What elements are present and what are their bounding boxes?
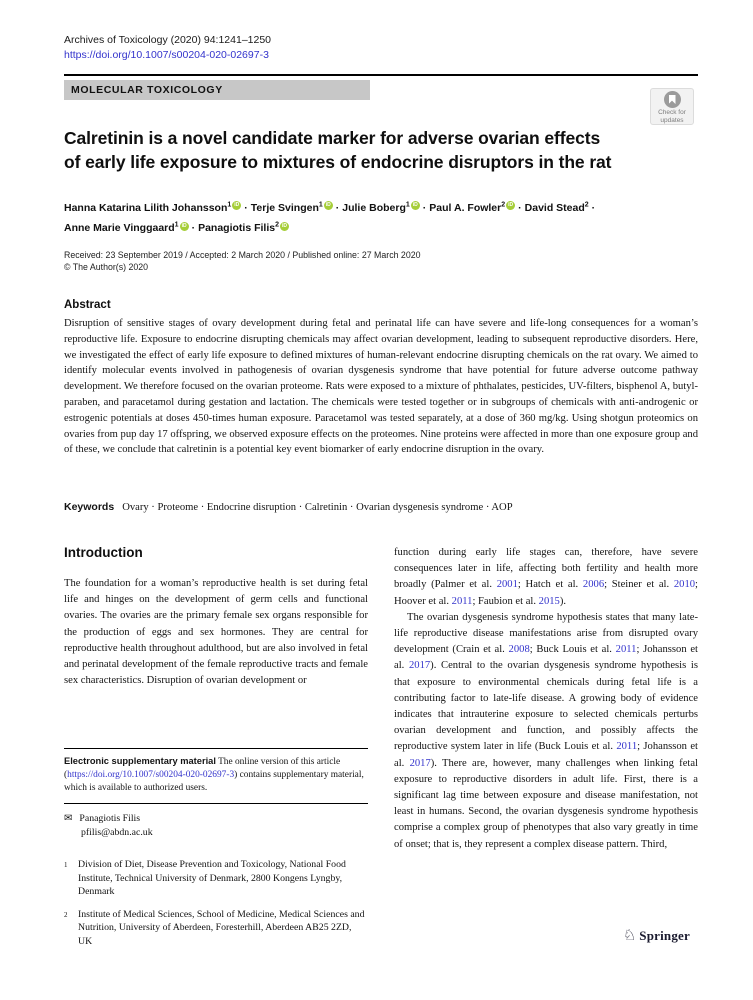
text-segment: ; Hoover et al. xyxy=(394,579,698,607)
author-list xyxy=(64,196,598,237)
keywords-label: Keywords xyxy=(64,501,115,513)
citation-link[interactable]: https://doi.org/10.1007/s00204-020-02697-3 xyxy=(67,770,235,780)
text-segment: ; Faubion et al. xyxy=(472,595,539,607)
orcid-icon[interactable]: iD xyxy=(282,222,288,229)
author: Hanna Katarina Lilith Johansson$^1$ iD · xyxy=(64,202,251,214)
orcid-icon[interactable]: iD xyxy=(181,222,187,229)
journal-reference: Archives of Toxicology (2020) 94:1241–1250 xyxy=(64,34,272,46)
citation-link[interactable]: 2011 xyxy=(451,595,473,607)
author: Terje Svingen$^1$ iD · xyxy=(251,202,342,214)
orcid-icon[interactable]: iD xyxy=(234,202,240,208)
citation-link[interactable]: 2015 xyxy=(538,595,560,607)
text-segment: ; Johansson et al. xyxy=(394,741,698,769)
page-content xyxy=(64,0,698,1000)
publisher-logo xyxy=(623,928,690,944)
introduction-heading: Introduction xyxy=(64,545,143,560)
corresponding-author-name: Panagiotis Filis xyxy=(79,813,141,824)
citation-link[interactable]: 2001 xyxy=(496,579,518,591)
text-segment: ) contains supplementary material, which is available to authorized users. xyxy=(64,770,364,793)
affiliation-text: Institute of Medical Sciences, School of Medicine, Medical Sciences and Nutrition, University of Aberdeen, Foresterhill, Aberdeen AB25 2ZD, UK xyxy=(78,908,365,947)
received-accepted-line: Received: 23 September 2019 / Accepted: 2 March 2020 / Published online: 27 March 2020 xyxy=(64,250,421,260)
title-line-1: Calretinin is a novel candidate marker for adverse ovarian effects xyxy=(64,128,601,148)
corresponding-author-email[interactable]: pfilis@abdn.ac.uk xyxy=(81,826,153,838)
author-separator: · xyxy=(591,201,596,214)
correspondence-block xyxy=(64,804,368,849)
author-separator: · xyxy=(244,201,248,214)
citation-link[interactable]: 2017 xyxy=(408,660,431,672)
text-segment: ; Steiner et al. xyxy=(604,579,674,591)
citation-link[interactable]: 2006 xyxy=(582,579,605,591)
keywords-line xyxy=(64,501,698,513)
citation-link[interactable]: 2011 xyxy=(615,644,637,656)
abstract-text: Disruption of sensitive stages of ovary development during fetal and perinatal life can have severe and life-long consequences for a woman’s reproductive life. Exposure to endocrine disrupting chemicals may affect ovarian development, leading to subsequent reproductive disorders. Here, we investigated the effect of early life exposure to defined mixtures of human-relevant endocrine disrupting chemicals on the rat ovary. We aimed to identify molecular events involved in pathogenesis of ovarian dysgenesis syndrome that have potential for future adverse outcome pathway development. We therefore focused on the ovarian proteome. Rats were exposed to a mixture of phthalates, pesticides, UV-filters, bisphenol A, butyl-paraben, and paracetamol during gestation and lactation. The chemicals were tested together or in subgroups of chemicals with anti-androgenic or estrogenic potentials at doses 450-times human exposure. Paracetamol was tested separately, at a dose of 360 mg/kg. Using shotgun proteomics on ovaries from pup day 17 offspring, we observed exposure effects on the proteomes. Nine proteins were affected in more than one exposure group and of these, we conclude that calretinin is a potential key event biomarker of early endocrine disruption in the ovary. xyxy=(64,318,698,456)
affiliation-2 xyxy=(64,908,368,949)
text-segment: ). xyxy=(559,595,567,607)
doi-link[interactable]: https://doi.org/10.1007/s00204-020-02697-3 xyxy=(64,49,269,61)
affiliation-number: 1 xyxy=(64,861,68,869)
text-segment: ; Johansson et al. xyxy=(394,644,698,672)
publisher-name: Springer xyxy=(639,928,690,943)
affiliation-text: Division of Diet, Disease Prevention and Toxicology, National Food Institute, Technical University of Denmark, 2800 Kongens Lyngby, Denmark xyxy=(78,859,346,897)
citation-link[interactable]: 2008 xyxy=(508,644,530,656)
citation-link[interactable]: 2011 xyxy=(616,741,638,753)
citation-link[interactable]: 2017 xyxy=(409,757,431,769)
supplementary-material-note xyxy=(64,749,368,803)
affiliation-number: 2 xyxy=(64,910,68,919)
author: Anne Marie Vinggaard$^1$ iD · xyxy=(64,222,198,234)
article-title xyxy=(64,126,611,174)
author: Panagiotis Filis$^2$ iD xyxy=(198,221,288,234)
orcid-icon[interactable]: iD xyxy=(325,202,331,208)
keywords-list: Ovary · Proteome · Endocrine disruption · Calretinin · Ovarian dysgenesis syndrome · AOP xyxy=(122,502,513,513)
text-segment: ; Buck Louis et al. xyxy=(529,644,616,656)
author: Julie Boberg$^1$ iD · xyxy=(342,202,429,214)
citation-link[interactable]: 2010 xyxy=(673,579,696,591)
text-segment: ). There are, however, many challenges when linking fetal exposure to reproductive disorders in adult life. First, there is a significant lag time between exposure and disease manifestation, not least in humans. Second, the ovarian dysgenesis syndrome hypothesis comprise a complex group of phenotypes that also vary greatly in time of onset; that is, they represent a complex disease pattern. Third, xyxy=(394,757,698,850)
author: Paul A. Fowler$^2$ iD · xyxy=(429,202,524,214)
orcid-icon[interactable]: iD xyxy=(412,202,418,208)
check-for-updates-label: Check for updates xyxy=(658,109,686,124)
text-segment: The online version of this article ( xyxy=(64,757,341,780)
envelope-icon: ✉ xyxy=(64,813,73,824)
author-separator: · xyxy=(191,222,196,234)
text-segment: ). Central to the ovarian dysgenesis syndrome hypothesis is that exposure to environmental chemicals during fetal life is a contributing factor to late-life disease. A growing body of evidence indicates that intrauterine exposure to selected chemicals perturbs ovarian development and function, and possibly affects the reproductive system later in life (Buck Louis et al. xyxy=(394,660,698,753)
copyright-line: © The Author(s) 2020 xyxy=(64,262,149,272)
author: David Stead$^2$ · xyxy=(525,202,599,214)
text-segment: Electronic supplementary material xyxy=(64,756,216,766)
text-segment: ; Hatch et al. xyxy=(517,579,583,591)
introduction-paragraph-right-1 xyxy=(394,545,698,610)
author-separator: · xyxy=(518,201,522,214)
check-for-updates-badge[interactable] xyxy=(650,88,694,125)
section-banner: MOLECULAR TOXICOLOGY xyxy=(64,80,370,100)
introduction-paragraph-right-2 xyxy=(394,610,698,853)
text-segment: function during early life stages can, therefore, have severe consequences later in life, affecting both fertility and health more broadly (Palmer et al. xyxy=(394,547,698,591)
orcid-icon[interactable]: iD xyxy=(508,202,514,208)
introduction-paragraph-left: The foundation for a woman’s reproductive health is set during fetal life and hinges on the development of germ cells and functional ovaries. The ovaries are the primary female sex organs responsible for the production of eggs and sex hormones. They are central for reproductive health throughout adulthood, but are also involved in fetal and perinatal development of the female reproductive tracts and female sex characteristics. Disruption of ovarian development or xyxy=(64,578,368,687)
author-separator: · xyxy=(335,201,340,214)
header-divider xyxy=(64,74,698,76)
publication-dates xyxy=(64,249,421,273)
text-segment: The ovarian dysgenesis syndrome hypothesis states that many late-life reproductive disease manifestations arise from disrupted ovary development (Crain et al. xyxy=(394,611,698,656)
right-column xyxy=(394,545,698,853)
author-separator: · xyxy=(422,201,427,214)
affiliation-1 xyxy=(64,858,368,899)
springer-knight-icon: ♘ xyxy=(622,927,637,944)
footnote-block xyxy=(64,748,368,948)
title-line-2: of early life exposure to mixtures of endocrine disruptors in the rat xyxy=(64,152,612,172)
abstract-heading: Abstract xyxy=(64,299,111,311)
bookmark-icon xyxy=(664,91,681,108)
